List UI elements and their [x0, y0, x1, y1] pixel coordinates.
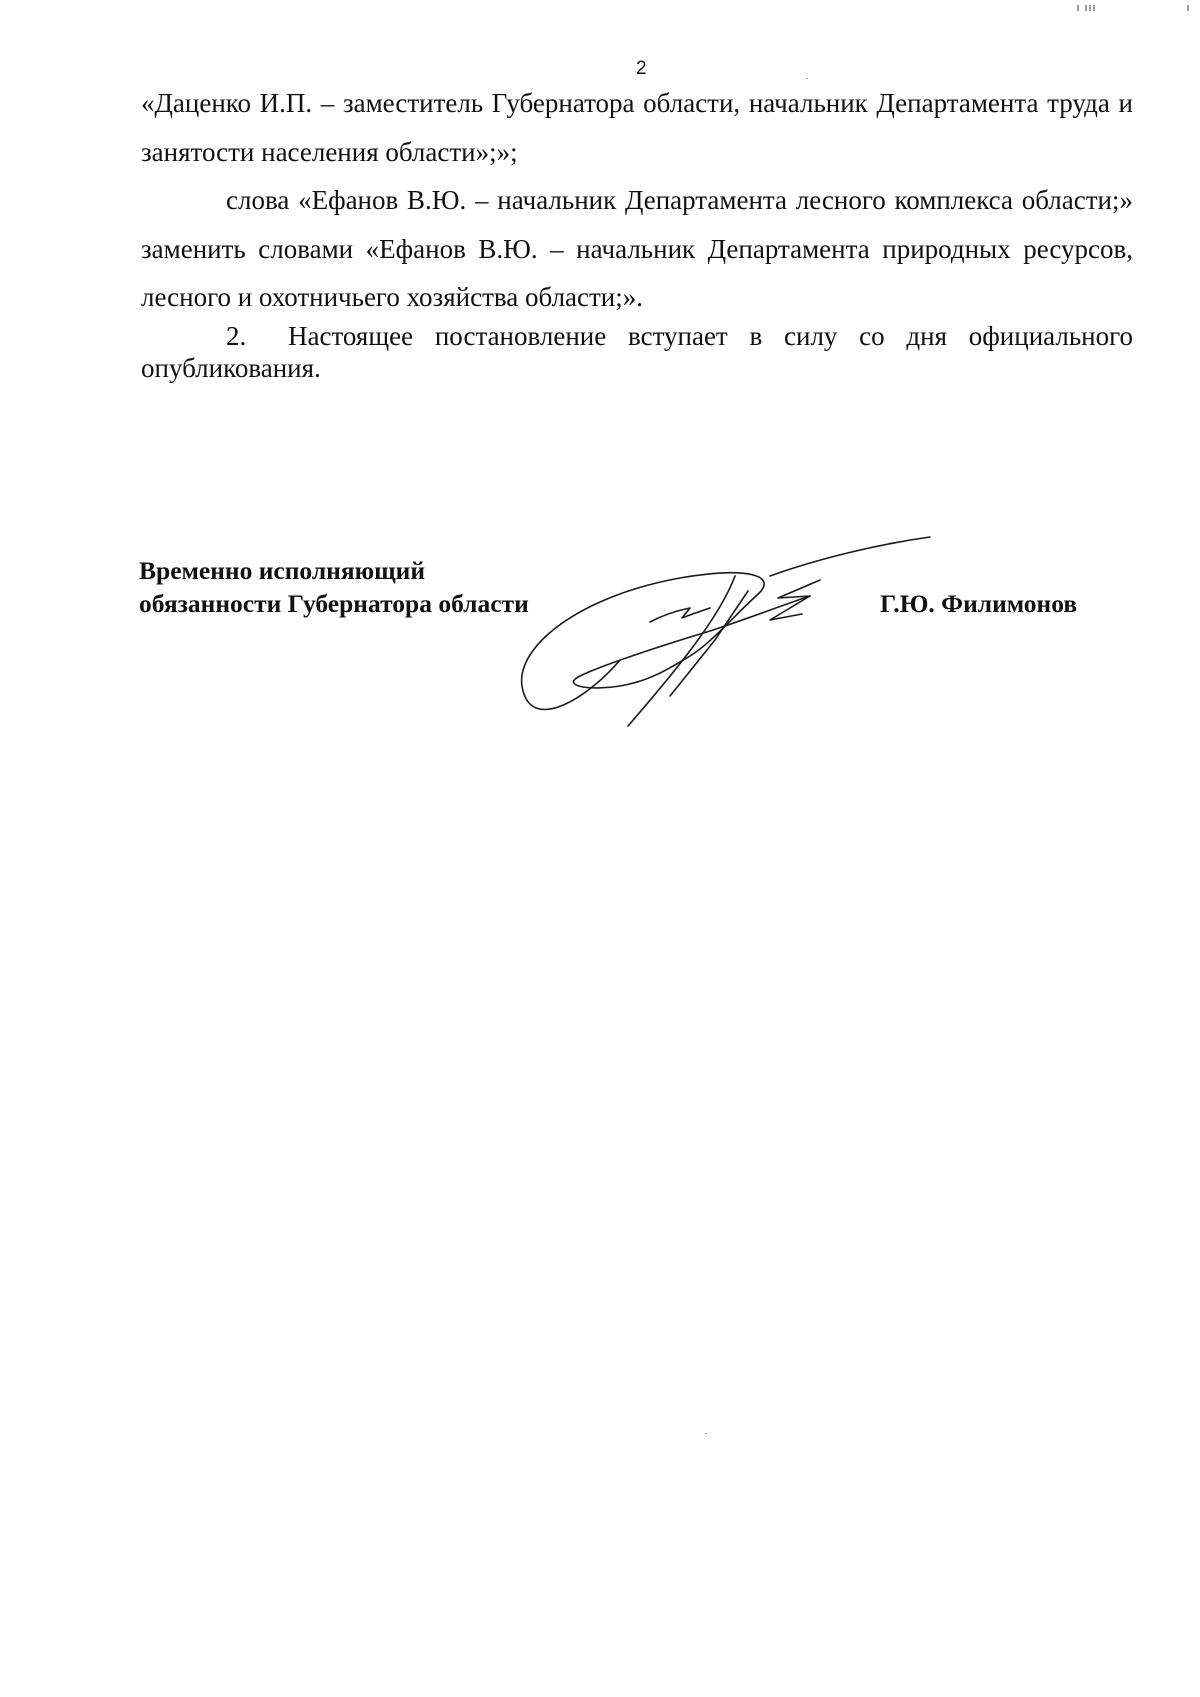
paragraph-efanov: слова «Ефанов В.Ю. – начальник Департамента лесного комплекса области;» заменить словами «Ефанов В.Ю. – начальник Департамента природных ресурсов, лесного и охотничьего хозяйства области;». — [141, 185, 1133, 312]
paragraph-dacenko: «Даценко И.П. – заместитель Губернатора области, начальник Департамента труда и занятости населения области»;»; — [141, 88, 1133, 167]
signatory-title-line-1: Временно исполняющий — [139, 556, 426, 585]
paragraph-number: 2. — [226, 321, 247, 351]
scan-speck — [705, 1433, 707, 1434]
paragraph-effective-date — [141, 320, 1133, 384]
signatory-title-line-2: обязанности Губернатора области — [139, 589, 529, 618]
paragraph-text: Настоящее постановление вступает в силу со дня официального опубликования. — [141, 321, 1133, 383]
scan-corner-marks — [1060, 0, 1200, 8]
signatory-title — [139, 554, 529, 620]
signatory-name: Г.Ю. Филимонов — [880, 589, 1078, 618]
handwritten-signature-icon — [520, 536, 940, 736]
page-number: 2 — [636, 58, 647, 79]
